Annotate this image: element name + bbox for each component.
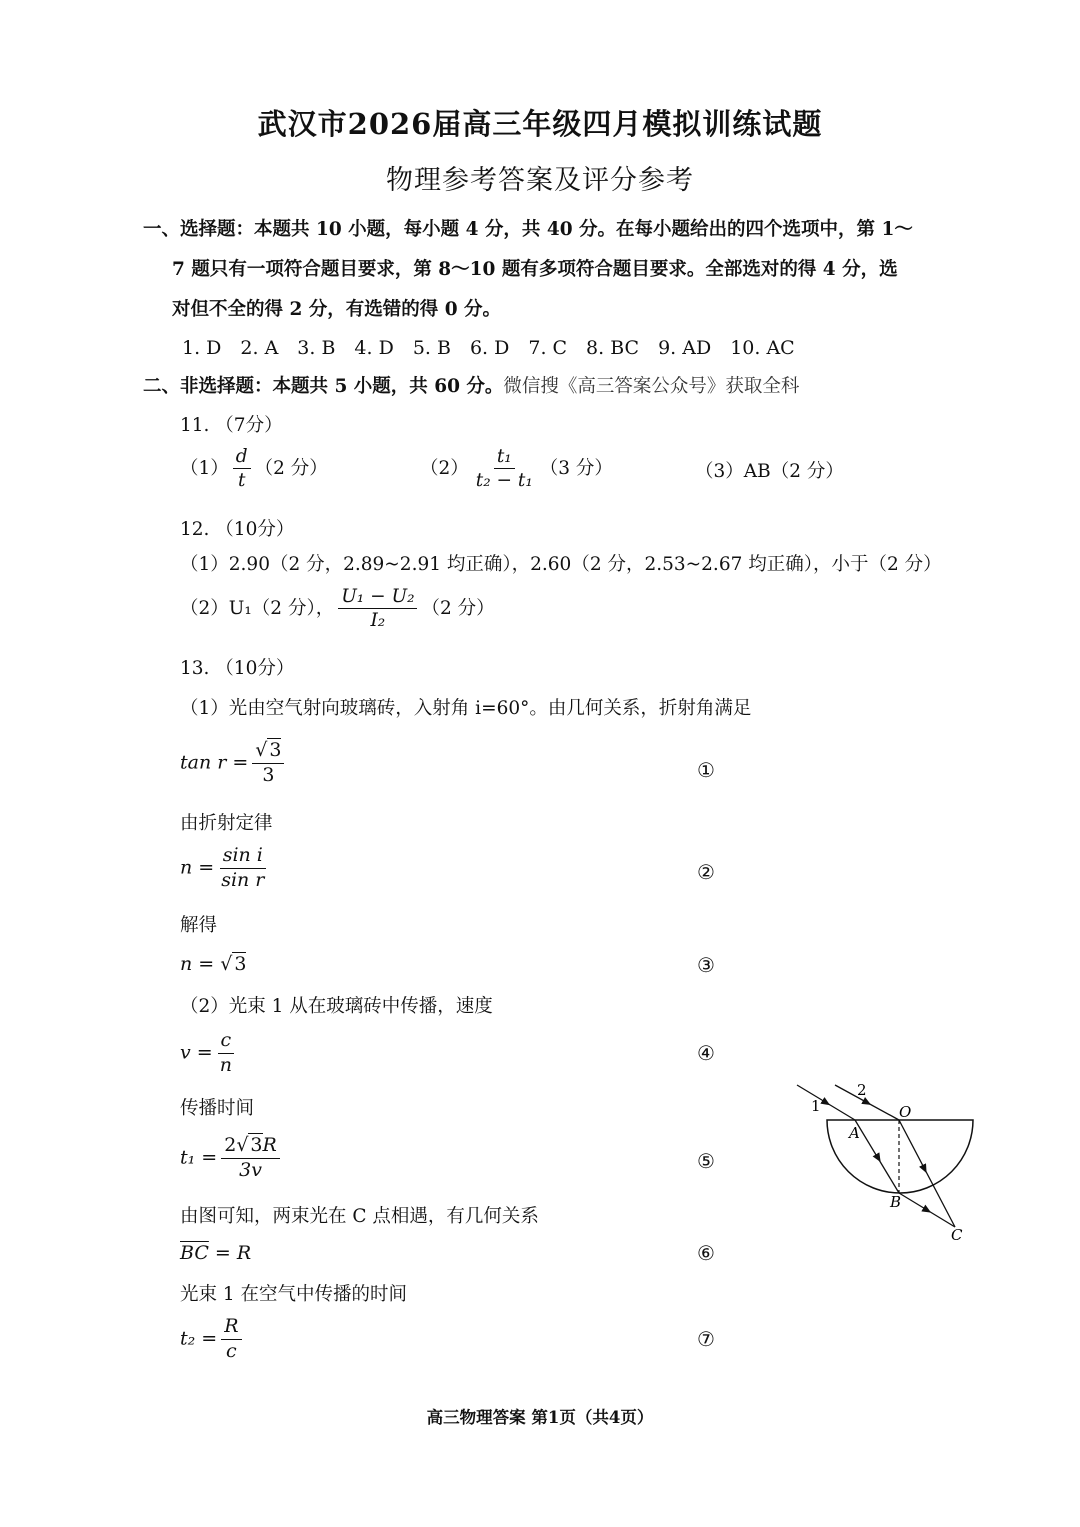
eq2-lhs: n =: [180, 856, 215, 879]
label-O: O: [899, 1103, 912, 1121]
q11-p2-index: （2）: [420, 457, 469, 479]
eq2-num: sin i: [220, 845, 266, 869]
q13-solve: 解得: [180, 915, 218, 936]
label-B: B: [890, 1193, 902, 1211]
eq4: [180, 1030, 239, 1077]
eq4-den: n: [219, 1053, 232, 1076]
page-footer: 高三物理答案 第1页（共4页）: [426, 1408, 654, 1427]
eq7-lhs: t₂ =: [180, 1327, 218, 1350]
eq6-rhs: = R: [208, 1242, 252, 1264]
eq7: [180, 1316, 246, 1363]
eq5-den: 3v: [239, 1158, 262, 1181]
choice-answers: 1. D 2. A 3. B 4. D 5. B 6. D 7. C 8. BC 9. AD 10. AC: [182, 337, 795, 359]
eq7-den: c: [226, 1339, 237, 1362]
q13-meet: 由图可知，两束光在 C 点相遇，有几何关系: [180, 1206, 539, 1227]
marker-1: ①: [697, 758, 715, 782]
q13-time: 传播时间: [180, 1098, 255, 1119]
q13-label: 13. （10分）: [180, 658, 295, 679]
q12-p2-index: （2）: [180, 597, 229, 619]
q13-part2: （2）光束 1 从在玻璃砖中传播，速度: [180, 996, 493, 1017]
eq5: [180, 1135, 284, 1182]
eq5-num: 2√ 3R: [221, 1135, 280, 1159]
q12-p2-den: I₂: [370, 610, 386, 632]
q12-p2-score: （2 分）: [421, 597, 495, 619]
eq4-num: c: [218, 1030, 235, 1054]
marker-7: ⑦: [697, 1327, 715, 1351]
label-beam1: 1: [811, 1097, 821, 1115]
eq2: [180, 845, 271, 892]
q11-p2-den: t₂ − t₁: [475, 470, 533, 492]
eq5-radicand: 3: [250, 1134, 263, 1156]
eq1-den: 3: [262, 763, 275, 786]
marker-2: ②: [697, 860, 715, 884]
q11-p1-den: t: [237, 470, 246, 492]
q11-p1-num: d: [233, 446, 251, 469]
eq4-fraction: [217, 1030, 235, 1077]
eq6-bc: $\overline{BC}$: [180, 1242, 209, 1264]
eq6: [180, 1242, 251, 1264]
section1-line3: 对但不全的得 2 分，有选错的得 0 分。: [172, 299, 502, 320]
q12-p2-fraction: [338, 586, 417, 632]
eq1-num: √ 3: [252, 740, 284, 764]
marker-5: ⑤: [697, 1149, 715, 1173]
section1-line1: 一、选择题：本题共 10 小题，每小题 4 分，共 40 分。在每小题给出的四个选项中，第 1～: [143, 219, 913, 240]
q12-part1: （1）2.90（2 分，2.89~2.91 均正确），2.60（2 分，2.53~2.67 均正确），小于（2 分）: [180, 554, 942, 575]
q11-part1: [180, 446, 328, 492]
q11-part2: [420, 446, 613, 492]
section2-header: [143, 372, 799, 398]
q11-p1-index: （1）: [180, 457, 229, 479]
section2-heading: 二、非选择题：本题共 5 小题，共 60 分。: [143, 376, 504, 397]
page-subtitle: 物理参考答案及评分参考: [386, 165, 694, 196]
q11-p2-num: t₁: [494, 446, 515, 469]
eq1-lhs: tan r =: [180, 751, 249, 774]
q11-label: 11. （7分）: [180, 415, 283, 436]
q13-part1: （1）光由空气射向玻璃砖，入射角 i=60°。由几何关系，折射角满足: [180, 698, 752, 719]
q11-part3: （3）AB（2 分）: [695, 461, 844, 482]
label-beam2: 2: [857, 1081, 867, 1099]
eq5-fraction: [221, 1135, 280, 1182]
q12-label: 12. （10分）: [180, 519, 295, 540]
marker-4: ④: [697, 1041, 715, 1065]
eq7-fraction: [221, 1316, 241, 1363]
watermark-text: 微信搜《高三答案公众号》获取全科: [503, 376, 800, 397]
q13-air: 光束 1 在空气中传播的时间: [180, 1284, 408, 1305]
marker-6: ⑥: [697, 1241, 715, 1265]
eq5-lhs: t₁ =: [180, 1146, 218, 1169]
eq1-fraction: [252, 740, 284, 787]
eq3: n = √ 3: [180, 953, 247, 975]
eq5-var: R: [262, 1134, 277, 1156]
q11-p2-score: （3 分）: [539, 457, 613, 479]
label-A: A: [849, 1124, 860, 1142]
q12-p2-num: U₁ − U₂: [338, 586, 417, 609]
section1-line2: 7 题只有一项符合题目要求，第 8～10 题有多项符合题目要求。全部选对的得 4 分，选: [172, 259, 898, 280]
label-C: C: [951, 1226, 963, 1244]
q13-law: 由折射定律: [180, 813, 273, 834]
optics-diagram: [785, 1075, 985, 1250]
eq2-den: sin r: [221, 868, 265, 891]
eq4-lhs: v =: [180, 1041, 213, 1064]
q12-p2-u1: U₁（2 分），: [228, 597, 335, 619]
q11-p1-fraction: [233, 446, 251, 492]
eq2-fraction: [218, 845, 267, 892]
eq1-radicand: 3: [269, 739, 282, 761]
eq3-lhs: n =: [180, 953, 215, 975]
q12-part2: [180, 586, 495, 632]
page-title: 武汉市2026届高三年级四月模拟训练试题: [257, 107, 823, 141]
marker-3: ③: [697, 953, 715, 977]
q11-p1-score: （2 分）: [254, 457, 328, 479]
eq1: [180, 740, 288, 787]
q11-p2-fraction: [473, 446, 536, 492]
eq7-num: R: [221, 1316, 241, 1340]
eq3-radicand: 3: [234, 953, 247, 975]
eq5-coef: 2: [224, 1134, 237, 1156]
